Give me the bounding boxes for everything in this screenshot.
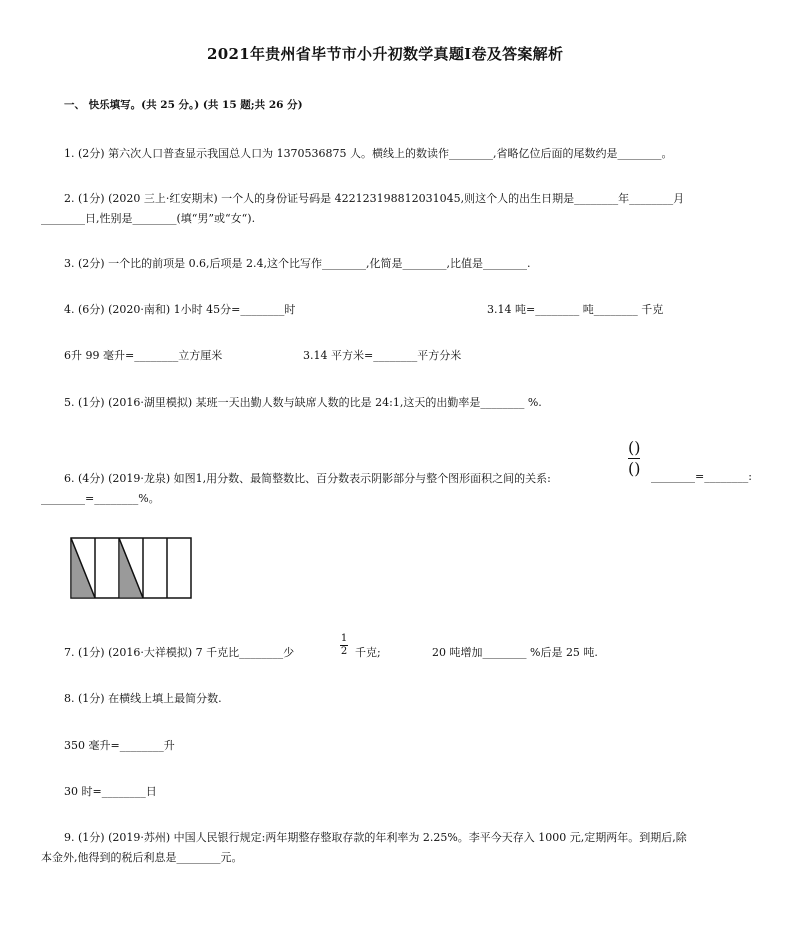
question-9-line-1: 9. (1分) (2019·苏州) 中国人民银行规定:两年期整存整取存款的年利率为 2.25%。李平今天存入 1000 元,定期两年。到期后,除 — [64, 831, 687, 844]
question-7-fraction — [340, 634, 348, 657]
fraction-denominator: 2 — [340, 646, 348, 657]
page-title: 2021年贵州省毕节市小升初数学真题I卷及答案解析 — [207, 45, 564, 63]
question-8: 8. (1分) 在横线上填上最简分数. — [64, 692, 222, 705]
question-4-part-c: 6升 99 毫升=________立方厘米 — [64, 349, 223, 362]
question-4-part-b: 3.14 吨=________ 吨________ 千克 — [487, 303, 664, 316]
question-6-line-2: ________=________%。 — [41, 492, 160, 505]
question-9-line-2: 本金外,他得到的税后利息是________元。 — [41, 851, 243, 864]
question-2-line-2: ________日,性别是________(填“男”或“女“). — [41, 212, 256, 225]
question-1: 1. (2分) 第六次人口普查显示我国总人口为 1370536875 人。横线上的数读作________,省略亿位后面的尾数约是________。 — [64, 147, 673, 160]
question-7-part-a: 7. (1分) (2016·大祥模拟) 7 千克比________少 — [64, 646, 295, 659]
question-7-part-b: 千克; — [355, 646, 381, 659]
question-7-part-c: 20 吨增加________ %后是 25 吨. — [432, 646, 598, 659]
question-2-line-1: 2. (1分) (2020 三上·红安期末) 一个人的身份证号码是 422123198812031045,则这个人的出生日期是________年________月 — [64, 192, 685, 205]
question-4-part-a: 4. (6分) (2020·南和) 1小时 45分=________时 — [64, 303, 296, 316]
figure-1-diagram — [70, 537, 194, 601]
question-3: 3. (2分) 一个比的前项是 0.6,后项是 2.4,这个比写作________,化简是________,比值是________. — [64, 257, 531, 270]
question-6-fraction — [628, 440, 640, 477]
question-8-sub-1: 350 毫升=________升 — [64, 739, 175, 752]
fraction-denominator: () — [628, 459, 641, 478]
question-8-sub-2: 30 时=________日 — [64, 785, 157, 798]
fraction-numerator: 1 — [340, 633, 348, 644]
question-6-blanks-right: ________=________: — [651, 470, 752, 483]
fraction-numerator: () — [628, 438, 641, 457]
question-6-line-1: 6. (4分) (2019·龙泉) 如图1,用分数、最简整数比、百分数表示阴影部分与整个图形面积之间的关系: — [64, 472, 551, 485]
question-5: 5. (1分) (2016·湖里模拟) 某班一天出勤人数与缺席人数的比是 24:1,这天的出勤率是________ %. — [64, 396, 542, 409]
section-heading: 一、 快乐填写。(共 25 分。) (共 15 题;共 26 分) — [64, 99, 303, 111]
question-4-part-d: 3.14 平方米=________平方分米 — [303, 349, 462, 362]
